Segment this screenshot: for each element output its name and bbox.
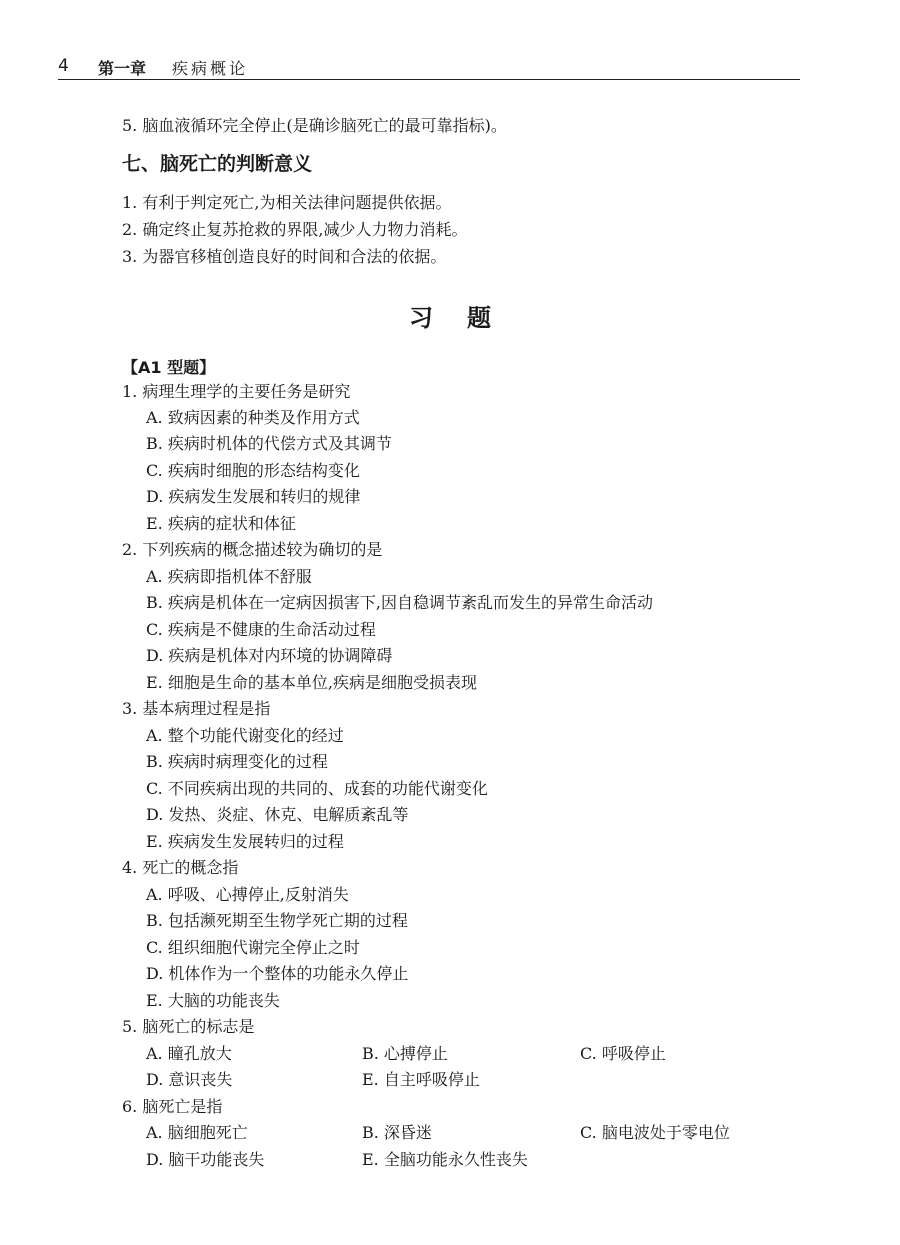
- answer-option: C. 疾病时细胞的形态结构变化: [146, 461, 360, 480]
- header-divider: [58, 79, 800, 80]
- answer-option: B. 深昏迷: [362, 1123, 432, 1142]
- answer-option: E. 细胞是生命的基本单位,疾病是细胞受损表现: [146, 673, 477, 692]
- question-type-label: 【A1 型题】: [122, 358, 216, 377]
- answer-option: E. 疾病发生发展转归的过程: [146, 832, 344, 851]
- answer-option: E. 全脑功能永久性丧失: [362, 1150, 528, 1169]
- answer-option: A. 脑细胞死亡: [146, 1123, 248, 1142]
- question-stem: 1. 病理生理学的主要任务是研究: [122, 382, 351, 401]
- answer-option: E. 大脑的功能丧失: [146, 991, 280, 1010]
- answer-option: D. 发热、炎症、休克、电解质紊乱等: [146, 805, 409, 824]
- answer-option: A. 瞳孔放大: [146, 1044, 232, 1063]
- answer-option: C. 疾病是不健康的生命活动过程: [146, 620, 376, 639]
- question-stem: 5. 脑死亡的标志是: [122, 1017, 255, 1036]
- answer-option: A. 致病因素的种类及作用方式: [146, 408, 360, 427]
- answer-option: C. 组织细胞代谢完全停止之时: [146, 938, 360, 957]
- answer-option: B. 疾病是机体在一定病因损害下,因自稳调节紊乱而发生的异常生命活动: [146, 593, 654, 612]
- list-item: 2. 确定终止复苏抢救的界限,减少人力物力消耗。: [122, 220, 468, 239]
- question-stem: 3. 基本病理过程是指: [122, 699, 271, 718]
- exercises-title: 习题: [409, 304, 525, 332]
- answer-option: D. 意识丧失: [146, 1070, 233, 1089]
- answer-option: B. 疾病时病理变化的过程: [146, 752, 328, 771]
- list-item: 1. 有利于判定死亡,为相关法律问题提供依据。: [122, 193, 452, 212]
- answer-option: A. 疾病即指机体不舒服: [146, 567, 312, 586]
- answer-option: A. 呼吸、心搏停止,反射消失: [146, 885, 349, 904]
- answer-option: B. 疾病时机体的代偿方式及其调节: [146, 434, 392, 453]
- question-stem: 4. 死亡的概念指: [122, 858, 239, 877]
- answer-option: A. 整个功能代谢变化的经过: [146, 726, 344, 745]
- answer-option: B. 心搏停止: [362, 1044, 448, 1063]
- answer-option: E. 自主呼吸停止: [362, 1070, 480, 1089]
- answer-option: D. 疾病是机体对内环境的协调障碍: [146, 646, 393, 665]
- answer-option: B. 包括濒死期至生物学死亡期的过程: [146, 911, 408, 930]
- chapter-title: 疾病概论: [172, 59, 249, 78]
- answer-option: D. 机体作为一个整体的功能永久停止: [146, 964, 409, 983]
- list-item: 5. 脑血液循环完全停止(是确诊脑死亡的最可靠指标)。: [122, 116, 507, 135]
- answer-option: D. 脑干功能丧失: [146, 1150, 265, 1169]
- answer-option: C. 脑电波处于零电位: [580, 1123, 730, 1142]
- question-stem: 6. 脑死亡是指: [122, 1097, 223, 1116]
- section-heading: 七、脑死亡的判断意义: [122, 153, 313, 175]
- answer-option: C. 不同疾病出现的共同的、成套的功能代谢变化: [146, 779, 488, 798]
- answer-option: C. 呼吸停止: [580, 1044, 666, 1063]
- page-number: 4: [58, 56, 69, 76]
- answer-option: D. 疾病发生发展和转归的规律: [146, 487, 361, 506]
- question-stem: 2. 下列疾病的概念描述较为确切的是: [122, 540, 383, 559]
- list-item: 3. 为器官移植创造良好的时间和合法的依据。: [122, 247, 447, 266]
- chapter-label: 第一章: [98, 59, 147, 78]
- answer-option: E. 疾病的症状和体征: [146, 514, 296, 533]
